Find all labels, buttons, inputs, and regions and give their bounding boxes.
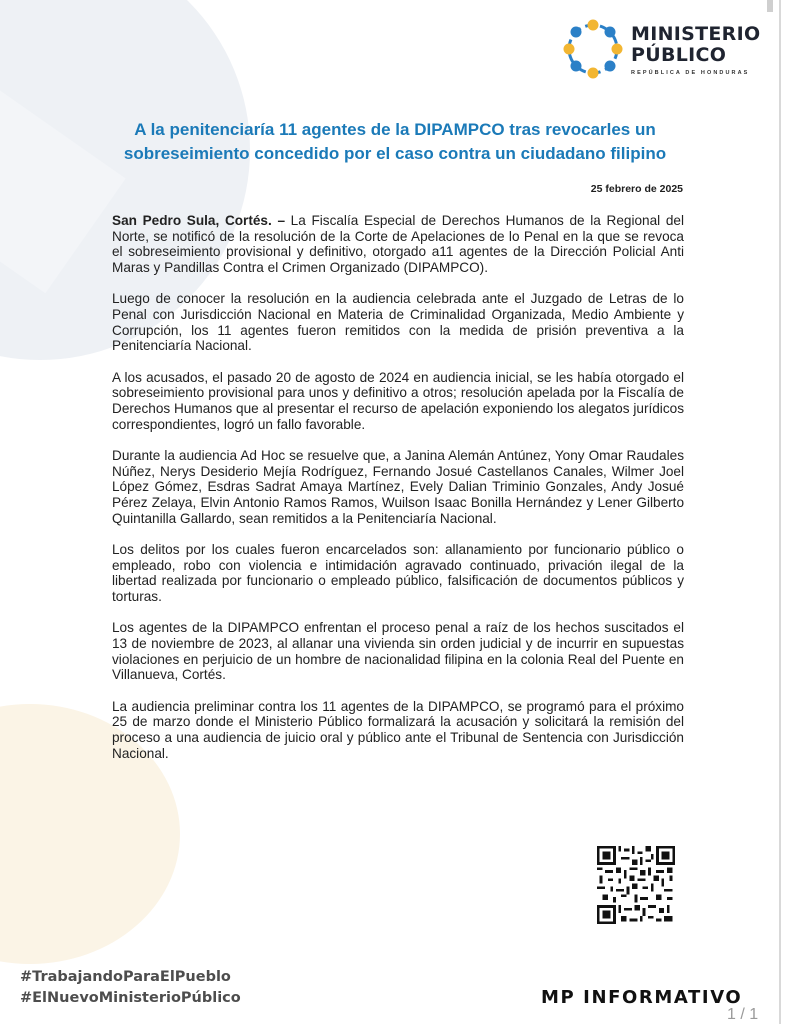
- publication-date: 25 febrero de 2025: [590, 183, 683, 195]
- paragraph-3: A los acusados, el pasado 20 de agosto de 2024 en audiencia inicial, se les había otorgado el sobreseimiento provisional para unos y definitivo a otros; resolución apelada por la Fiscalía de Derechos Humanos que al presentar el recurso de apelación exponiendo los alegatos jurídicos correspondientes, logró un fallo favorable.: [112, 369, 684, 432]
- logo-text-line1: MINISTERIO: [631, 23, 761, 45]
- hashtag-nuevo-ministerio: #ElNuevoMinisterioPúblico: [20, 990, 241, 1006]
- paragraph-4: Durante la audiencia Ad Hoc se resuelve que, a Janina Alemán Antúnez, Yony Omar Raudales Núñez, Nerys Desiderio Mejía Rodríguez, Fernando Josué Castellanos Canales, Wilmer Joel López Gómez, Esdras Sadrat Amaya Martínez, Evely Dalian Triminio Gonzales, Andy Josué Pérez Zelaya, Elvin Antonio Ramos Ramos, Wuilson Isaac Bonilla Hernández y Lener Gilberto Quintanilla Gallardo, sean remitidos a la Penitenciaría Nacional.: [112, 448, 684, 526]
- paragraph-2: Luego de conocer la resolución en la audiencia celebrada ante el Juzgado de Letras de lo Penal con Jurisdicción Nacional en Materia de Criminalidad Organizada, Medio Ambiente y Corrupción, los 11 agentes fueron remitidos con la medida de prisión preventiva a la Penitenciaría Nacional.: [112, 291, 684, 354]
- article-body: [112, 213, 684, 777]
- press-release-headline: A la penitenciaría 11 agentes de la DIPAMPCO tras revocarles un sobreseimiento concedido por el caso contra un ciudadano filipino: [123, 120, 667, 163]
- ministerio-publico-logo-icon: [560, 16, 626, 82]
- paragraph-1: [112, 213, 684, 275]
- paragraph-1-text: La Fiscalía Especial de Derechos Humanos de la Regional del Norte, se notificó de la resolución de la Corte de Apelaciones de lo Penal en la que se revoca el sobreseimiento provisional y definitivo, otorgado a11 agentes de la Dirección Policial Anti Maras y Pandillas Contra el Crimen Organizado (DIPAMPCO).: [112, 213, 684, 275]
- qr-code-icon[interactable]: [597, 846, 675, 924]
- page-edge: [779, 0, 781, 1024]
- page-corner-mark: [767, 0, 773, 12]
- ministerio-publico-logo: [560, 16, 770, 82]
- dateline: San Pedro Sula, Cortés. –: [112, 213, 285, 228]
- logo-subtitle: REPÚBLICA DE HONDURAS: [631, 70, 750, 76]
- paragraph-7: La audiencia preliminar contra los 11 agentes de la DIPAMPCO, se programó para el próximo 25 de marzo donde el Ministerio Público formalizará la acusación y solicitará la remisión del proceso a una audiencia de juicio oral y público ante el Tribunal de Sentencia con Jurisdicción Nacional.: [112, 698, 684, 761]
- footer-brand: MP INFORMATIVO: [541, 987, 743, 1008]
- paragraph-6: Los agentes de la DIPAMPCO enfrentan el proceso penal a raíz de los hechos suscitados el 13 de noviembre de 2023, al allanar una vivienda sin orden judicial y de incurrir en supuestas violaciones en perjuicio de un hombre de nacionalidad filipina en la colonia Real del Puente en Villanueva, Cortés.: [112, 620, 684, 683]
- logo-text-line2: PÚBLICO: [631, 44, 727, 66]
- page-number: 1 / 1: [727, 1006, 759, 1023]
- hashtag-trabajando: #TrabajandoParaElPueblo: [20, 969, 231, 985]
- paragraph-5: Los delitos por los cuales fueron encarcelados son: allanamiento por funcionario público o empleado, robo con violencia e intimidación agravado continuado, privación ilegal de la libertad realizada por funcionario o empleado público, falsificación de documentos públicos y torturas.: [112, 542, 684, 604]
